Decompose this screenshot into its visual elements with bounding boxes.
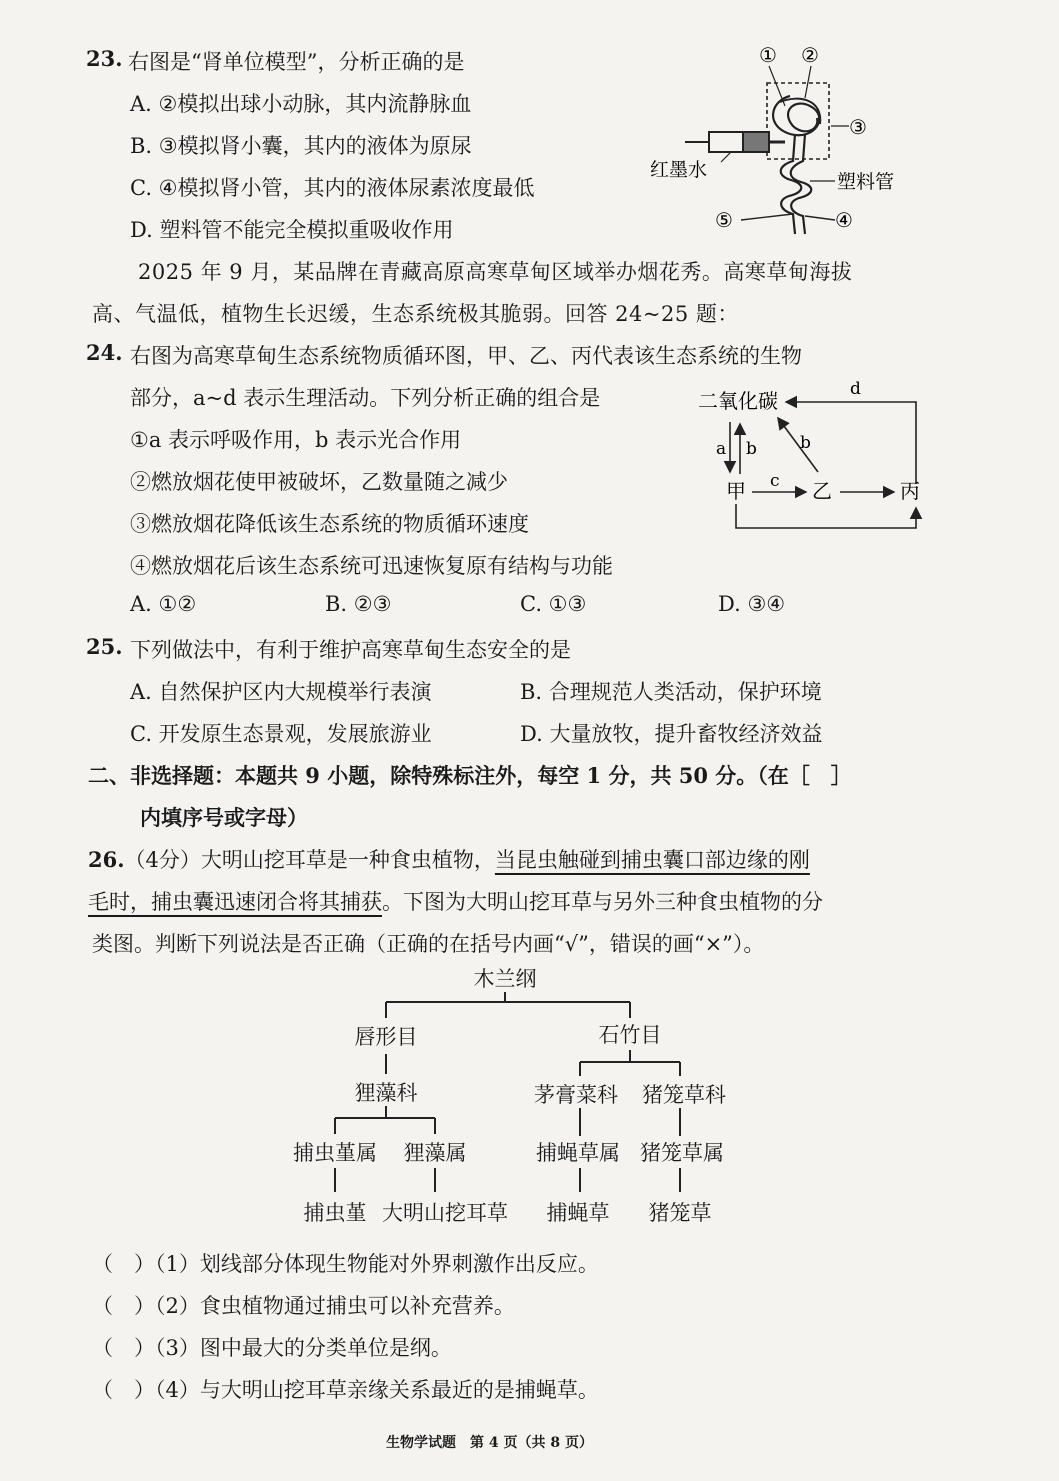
leader-line-2 — [805, 66, 811, 98]
q26-line-2 — [88, 886, 823, 916]
leader-line-4 — [805, 216, 835, 220]
marker-5: ⑤ — [715, 208, 733, 232]
q25-option-b: B. 合理规范人类活动，保护环境 — [520, 680, 822, 704]
tree-genus-3: 捕蝇草属 — [536, 1141, 620, 1165]
jia-node: 甲 — [726, 479, 746, 503]
tree-family-right: 猪笼草科 — [642, 1083, 726, 1107]
section-2-header-line-1: 二、非选择题：本题共 9 小题，除特殊标注外，每空 1 分，共 50 分。（在［ ］ — [88, 763, 852, 788]
marker-2: ② — [801, 43, 819, 67]
tree-genus-2: 狸藻属 — [403, 1141, 467, 1165]
label-b-left: b — [746, 439, 757, 459]
q25-option-a: A. 自然保护区内大规模举行表演 — [130, 680, 432, 704]
label-b-right: b — [800, 433, 811, 453]
q24-item-3: ③燃放烟花降低该生态系统的物质循环速度 — [130, 512, 529, 536]
tree-species-2: 大明山挖耳草 — [382, 1201, 508, 1225]
q23-option-b: B. ③模拟肾小囊，其内的液体为原尿 — [130, 134, 472, 158]
intro-line-2: 高、气温低，植物生长迟缓，生态系统极其脆弱。回答 24~25 题： — [92, 302, 739, 326]
q23-option-d: D. 塑料管不能完全模拟重吸收作用 — [130, 218, 454, 242]
tree-species-4: 猪笼草 — [648, 1201, 712, 1225]
q26-judgment-1[interactable]: （ ）（1）划线部分体现生物能对外界刺激作出反应。 — [92, 1252, 599, 1276]
q25-stem: 下列做法中，有利于维护高寒草甸生态安全的是 — [130, 638, 571, 662]
classification-tree — [280, 962, 740, 1234]
q24-option-c: C. ①③ — [520, 592, 587, 616]
label-c: c — [770, 471, 780, 491]
q24-stem-line-2: 部分，a~d 表示生理活动。下列分析正确的组合是 — [130, 386, 601, 410]
q23-option-c: C. ④模拟肾小管，其内的液体尿素浓度最低 — [130, 176, 535, 200]
q26-judgment-4[interactable]: （ ）（4）与大明山挖耳草亲缘关系最近的是捕蝇草。 — [92, 1378, 599, 1402]
tubule-coil — [781, 134, 802, 234]
co2-node: 二氧化碳 — [698, 389, 778, 413]
tree-genus-1: 捕虫堇属 — [293, 1141, 377, 1165]
plastic-tube-label: 塑料管 — [837, 171, 895, 193]
intro-line-1: 2025 年 9 月，某品牌在青藏高原高寒草甸区域举办烟花秀。高寒草甸海拔 — [138, 260, 853, 284]
tree-species-3: 捕蝇草 — [546, 1201, 610, 1225]
q26-number: 26. — [88, 847, 125, 872]
q24-option-b: B. ②③ — [325, 592, 392, 616]
syringe-barrel — [709, 132, 743, 152]
page-footer: 生物学试题 第 4 页（共 8 页） — [386, 1435, 593, 1451]
q24-item-2: ②燃放烟花使甲被破坏，乙数量随之减少 — [130, 470, 508, 494]
tree-genus-4: 猪笼草属 — [640, 1141, 724, 1165]
q25-option-c: C. 开发原生态景观，发展旅游业 — [130, 722, 432, 746]
yi-node: 乙 — [812, 479, 832, 503]
label-d: d — [850, 379, 861, 399]
arrow-jia-to-bing — [736, 504, 916, 528]
q26-underlined-part-2: 毛时，捕虫囊迅速闭合将其捕获 — [88, 890, 382, 914]
q26-line-1-pre: （4分）大明山挖耳草是一种食虫植物， — [124, 848, 495, 872]
q26-underlined-part-1: 当昆虫触碰到捕虫囊口部边缘的刚 — [494, 848, 810, 872]
q23-number: 23. — [86, 46, 123, 71]
capsule-outline — [780, 99, 820, 124]
q26-judgment-2[interactable]: （ ）（2）食虫植物通过捕虫可以补充营养。 — [92, 1294, 515, 1318]
q24-item-4: ④燃放烟花后该生态系统可迅速恢复原有结构与功能 — [130, 554, 613, 578]
tree-order-left: 唇形目 — [354, 1025, 418, 1049]
bing-node: 丙 — [900, 479, 920, 503]
ink-leader-line — [721, 152, 731, 162]
label-a: a — [716, 439, 727, 459]
q26-line-2-post: 。下图为大明山挖耳草与另外三种食虫植物的分 — [382, 890, 823, 914]
arrow-b-right — [778, 418, 818, 472]
q24-option-a: A. ①② — [130, 592, 197, 616]
tree-family-left: 狸藻科 — [354, 1081, 418, 1105]
q23-stem: 右图是“肾单位模型”，分析正确的是 — [128, 50, 465, 74]
tree-class: 木兰纲 — [473, 967, 537, 991]
marker-4: ④ — [835, 208, 853, 232]
red-ink-label: 红墨水 — [650, 159, 708, 181]
q23-option-a: A. ②模拟出球小动脉，其内流静脉血 — [130, 92, 472, 116]
q26-line-1 — [88, 844, 810, 874]
q25-number: 25. — [86, 634, 123, 659]
q24-item-1: ①a 表示呼吸作用，b 表示光合作用 — [130, 428, 462, 452]
q26-line-3: 类图。判断下列说法是否正确（正确的在括号内画“√”，错误的画“×”）。 — [92, 932, 765, 956]
tree-family-mid: 茅膏菜科 — [534, 1083, 618, 1107]
q24-stem-line-1: 右图为高寒草甸生态系统物质循环图，甲、乙、丙代表该生态系统的生物 — [130, 344, 802, 368]
q25-option-d: D. 大量放牧，提升畜牧经济效益 — [520, 722, 823, 746]
nephron-model-figure — [645, 36, 905, 246]
q24-option-d: D. ③④ — [718, 592, 786, 616]
carbon-cycle-diagram — [690, 372, 940, 537]
marker-1: ① — [759, 43, 777, 67]
section-2-header-line-2: 内填序号或字母） — [140, 805, 308, 830]
red-ink-chamber — [743, 132, 769, 152]
q24-number: 24. — [86, 340, 123, 365]
tree-order-right: 石竹目 — [598, 1023, 662, 1047]
q26-judgment-3[interactable]: （ ）（3）图中最大的分类单位是纲。 — [92, 1336, 452, 1360]
leader-line-5 — [741, 214, 793, 220]
tree-species-1: 捕虫堇 — [303, 1201, 367, 1225]
marker-3: ③ — [849, 115, 867, 139]
